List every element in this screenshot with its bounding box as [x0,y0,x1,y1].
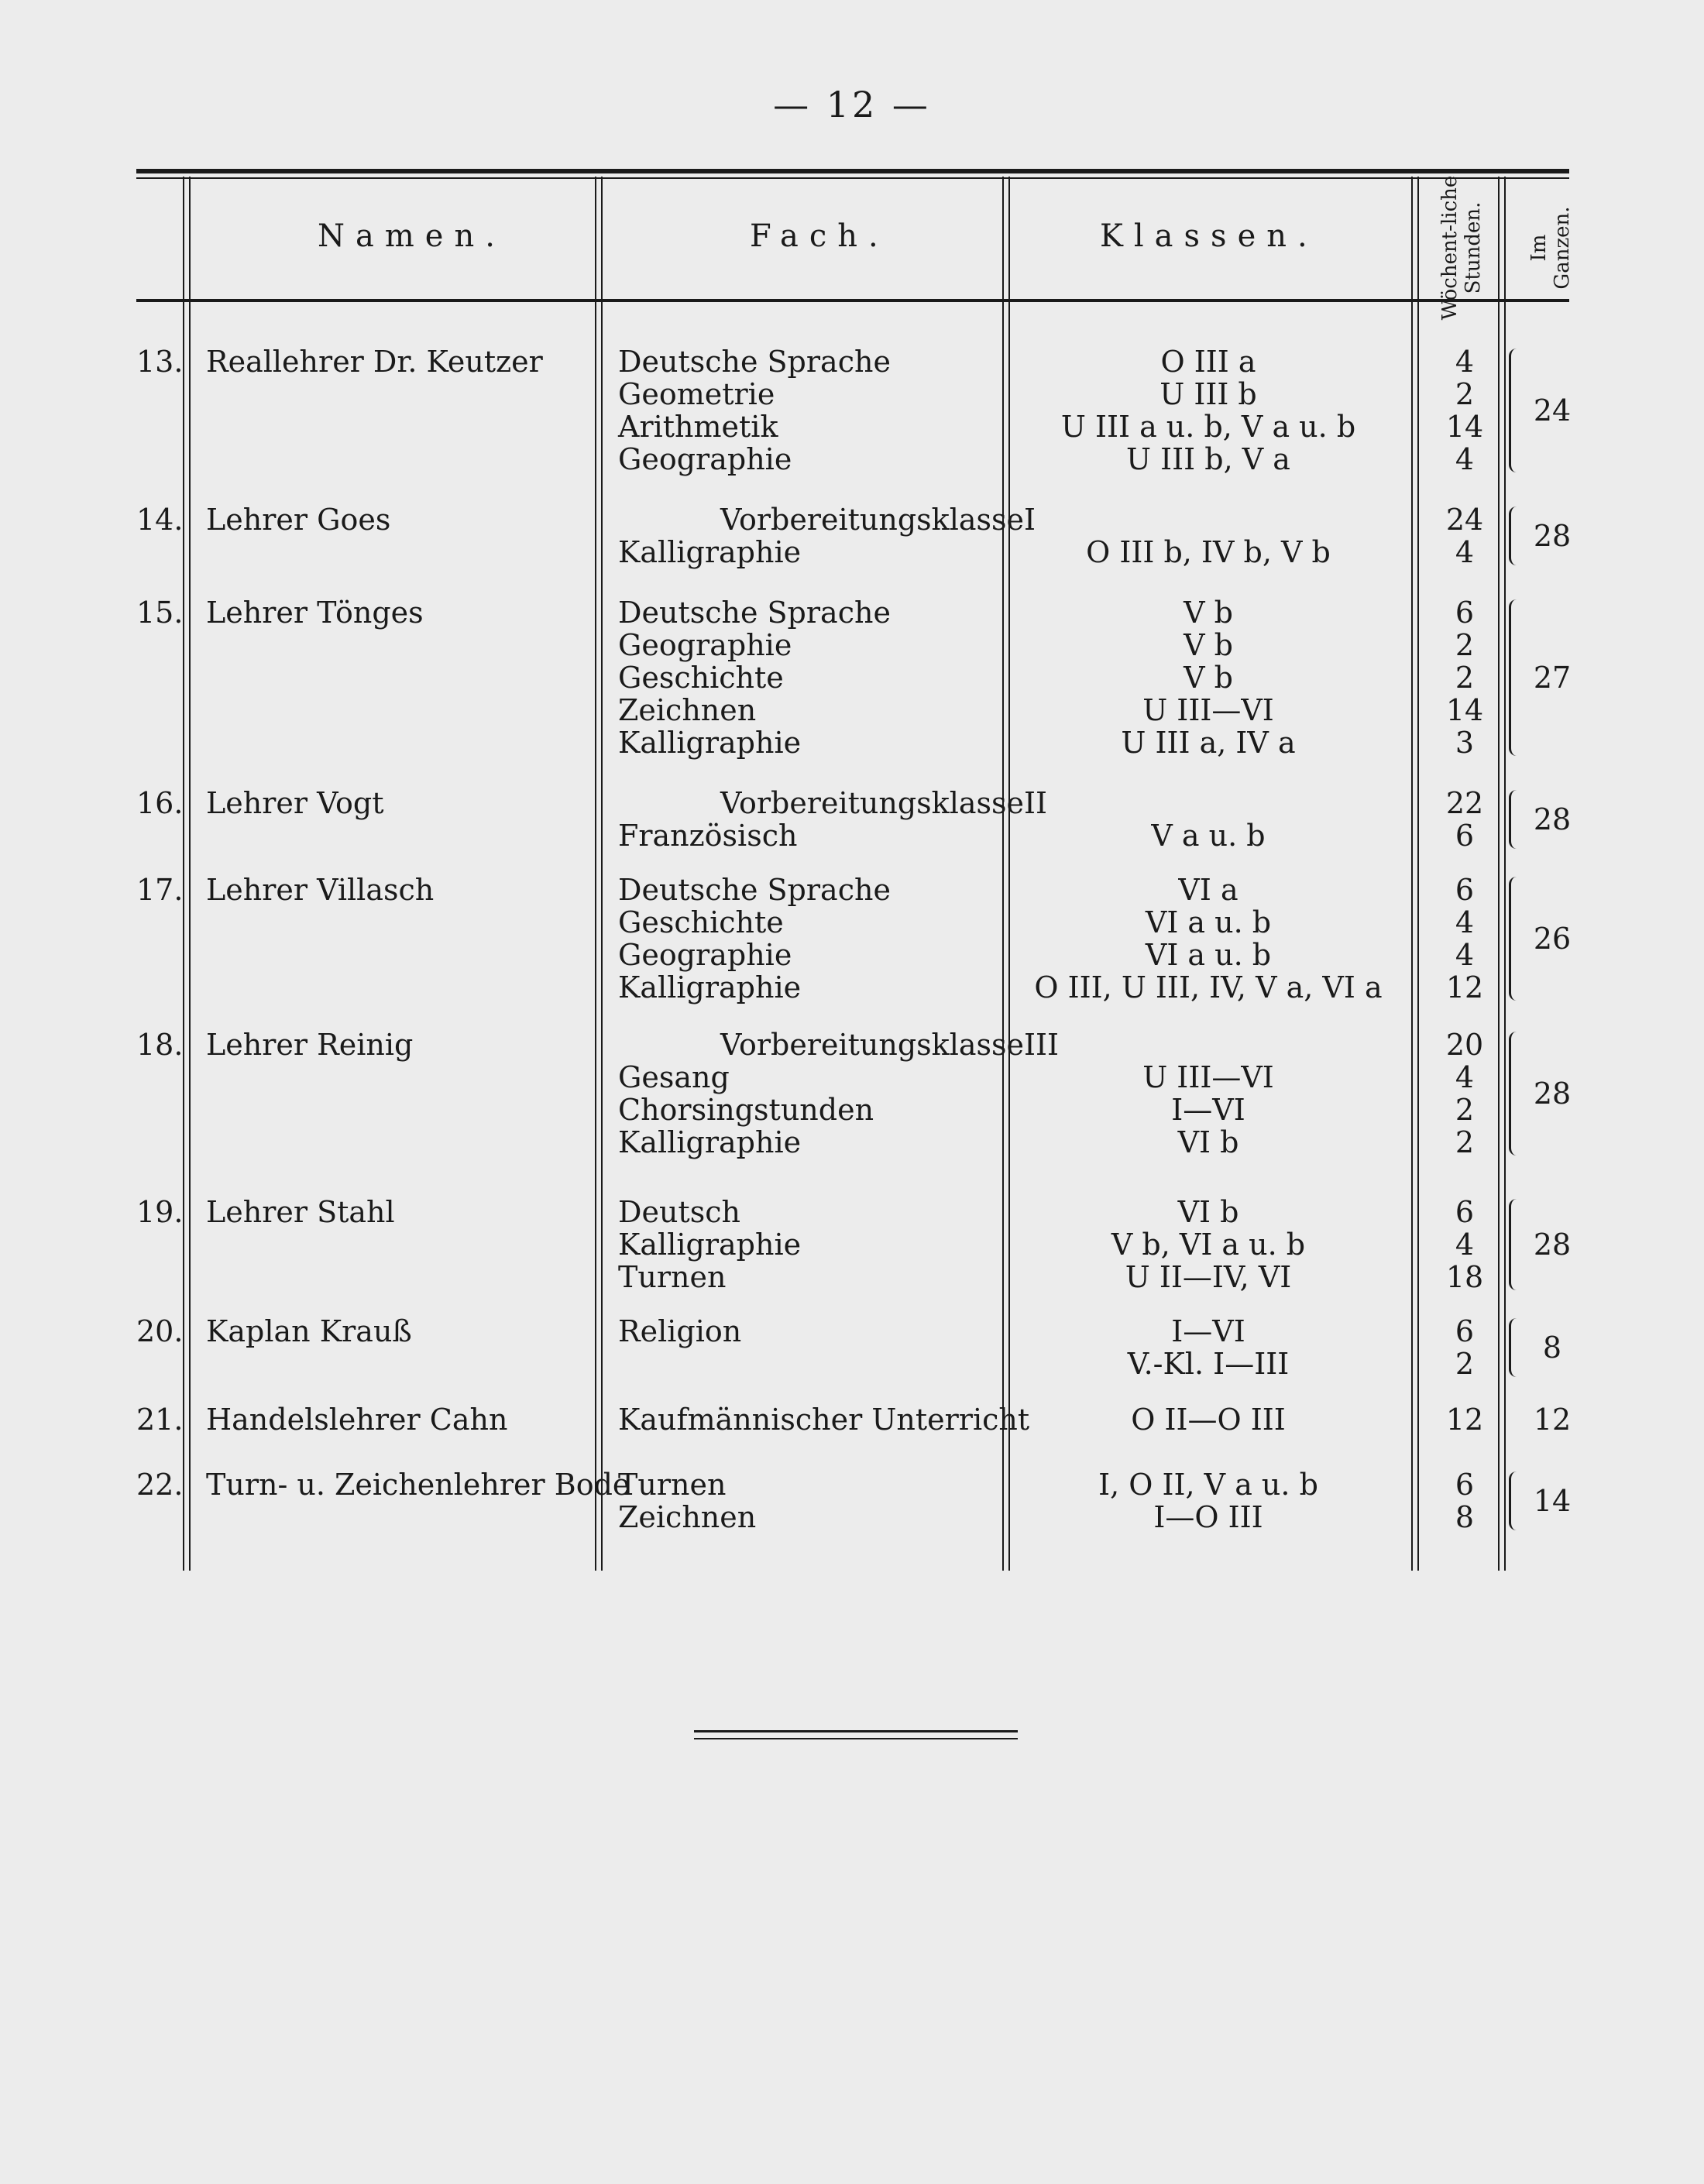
hours-cell: 14 [1445,693,1484,727]
class-cell: I—VI [1171,1093,1245,1127]
hours-cell: 4 [1455,442,1475,476]
teacher-number: 18. [136,1028,184,1062]
total-hours-cell: 12 [1533,1403,1572,1437]
teacher-number: 22. [136,1468,184,1502]
subject-cell: Geographie [618,938,792,972]
hours-cell: 14 [1445,410,1484,444]
subject-cell: Zeichnen [618,693,757,727]
brace [1509,349,1525,472]
total-hours-cell: 27 [1533,661,1572,695]
hours-cell: 6 [1455,1314,1475,1348]
hours-cell: 2 [1455,661,1475,695]
total-hours-cell: 26 [1533,922,1572,956]
subject-cell: Geographie [618,628,792,662]
prep-class-subject: Vorbereitungsklasse [720,786,1024,820]
total-hours-cell: 28 [1533,519,1572,553]
class-cell: U III b, V a [1126,442,1290,476]
subject-cell: Turnen [618,1260,727,1294]
class-cell: I—VI [1171,1314,1245,1348]
class-cell: VI b [1177,1125,1239,1159]
teacher-number: 15. [136,596,184,630]
teacher-name: Lehrer Stahl [206,1195,395,1229]
subject-cell: Geometrie [618,377,775,411]
hours-cell: 6 [1455,596,1475,630]
class-cell: O III, U III, IV, V a, VI a [1034,970,1383,1004]
prep-class-subject: Vorbereitungsklasse [720,503,1024,537]
brace [1509,599,1525,756]
header-names: Namen. [318,218,506,254]
teacher-name: Turn- u. Zeichenlehrer Bode [206,1468,630,1502]
subject-cell: Gesang [618,1060,730,1094]
class-cell: I, O II, V a u. b [1098,1468,1318,1502]
class-cell: I [1024,503,1036,537]
total-hours-cell: 24 [1533,393,1572,428]
hours-cell: 4 [1455,345,1475,379]
brace [1509,790,1525,849]
top-rule-thick [136,169,1569,173]
subject-cell: Geschichte [618,905,784,939]
header-total: Im Ganzen. [1527,206,1574,290]
subject-cell: Kalligraphie [618,1228,802,1262]
hours-cell: 4 [1455,938,1475,972]
header-weekly-hours: Wöchent-liche Stunden. [1438,175,1485,321]
hours-cell: 8 [1455,1500,1475,1534]
subject-cell: Deutsche Sprache [618,873,891,907]
brace [1509,1471,1525,1530]
brace [1509,1032,1525,1156]
hours-cell: 6 [1455,1195,1475,1229]
hours-cell: 2 [1455,377,1475,411]
hours-cell: 12 [1445,970,1484,1004]
subject-cell: Deutsch [618,1195,740,1229]
class-cell: V a u. b [1151,819,1266,853]
class-cell: V b, VI a u. b [1111,1228,1306,1262]
column-line [601,177,603,1571]
subject-cell: Chorsingstunden [618,1093,874,1127]
class-cell: VI b [1177,1195,1239,1229]
closing-rule [694,1738,1018,1739]
class-cell: U III—VI [1142,693,1274,727]
hours-cell: 20 [1445,1028,1484,1062]
teacher-number: 16. [136,786,184,820]
hours-cell: 18 [1445,1260,1484,1294]
class-cell: III [1024,1028,1060,1062]
class-cell: U II—IV, VI [1125,1260,1292,1294]
hours-cell: 6 [1455,819,1475,853]
teacher-number: 21. [136,1403,184,1437]
hours-cell: 6 [1455,1468,1475,1502]
brace [1509,1199,1525,1290]
total-hours-cell: 28 [1533,1228,1572,1262]
hours-cell: 24 [1445,503,1484,537]
class-cell: VI a u. b [1145,938,1272,972]
class-cell: V b [1184,661,1233,695]
subject-cell: Turnen [618,1468,727,1502]
teacher-name: Lehrer Goes [206,503,391,537]
class-cell: V b [1184,596,1233,630]
brace [1509,877,1525,1001]
column-line [1002,177,1004,1571]
hours-cell: 4 [1455,905,1475,939]
column-line [595,177,596,1571]
closing-rule [694,1730,1018,1732]
hours-cell: 12 [1445,1403,1484,1437]
class-cell: V.-Kl. I—III [1127,1347,1290,1381]
hours-cell: 2 [1455,1125,1475,1159]
prep-class-subject: Vorbereitungsklasse [720,1028,1024,1062]
teacher-number: 19. [136,1195,184,1229]
header-classes: Klassen. [1100,218,1318,254]
column-line [183,177,184,1571]
subject-cell: Kalligraphie [618,970,802,1004]
subject-cell: Arithmetik [618,410,778,444]
subject-cell: Geographie [618,442,792,476]
hours-cell: 4 [1455,1228,1475,1262]
class-cell: VI a [1178,873,1238,907]
page-number: — 12 — [773,84,931,125]
class-cell: I—O III [1153,1500,1263,1534]
total-hours-cell: 14 [1533,1484,1572,1518]
total-hours-cell: 8 [1542,1331,1562,1365]
total-hours-cell: 28 [1533,802,1572,836]
column-line [1417,177,1419,1571]
brace [1509,507,1525,565]
top-rule-thin [136,177,1569,179]
class-cell: O II—O III [1131,1403,1286,1437]
teacher-name: Lehrer Vogt [206,786,384,820]
teacher-name: Kaplan Krauß [206,1314,412,1348]
class-cell: V b [1184,628,1233,662]
subject-cell: Geschichte [618,661,784,695]
column-line [189,177,191,1571]
subject-cell: Kaufmännischer Unterricht [618,1403,1030,1437]
hours-cell: 3 [1455,726,1475,760]
subject-cell: Französisch [618,819,798,853]
teacher-name: Lehrer Tönges [206,596,424,630]
class-cell: O III b, IV b, V b [1086,535,1331,569]
teacher-name: Reallehrer Dr. Keutzer [206,345,543,379]
class-cell: VI a u. b [1145,905,1272,939]
teacher-number: 14. [136,503,184,537]
class-cell: II [1024,786,1048,820]
hours-cell: 4 [1455,535,1475,569]
teacher-name: Handelslehrer Cahn [206,1403,508,1437]
hours-cell: 2 [1455,1093,1475,1127]
subject-cell: Kalligraphie [618,535,802,569]
total-hours-cell: 28 [1533,1077,1572,1111]
header-rule [136,299,1569,302]
teacher-number: 13. [136,345,184,379]
class-cell: U III a, IV a [1121,726,1296,760]
header-subject: Fach. [750,218,889,254]
hours-cell: 2 [1455,1347,1475,1381]
hours-cell: 2 [1455,628,1475,662]
class-cell: O III a [1160,345,1256,379]
subject-cell: Deutsche Sprache [618,345,891,379]
hours-cell: 6 [1455,873,1475,907]
teacher-name: Lehrer Villasch [206,873,435,907]
hours-cell: 22 [1445,786,1484,820]
subject-cell: Kalligraphie [618,726,802,760]
teacher-name: Lehrer Reinig [206,1028,414,1062]
teacher-number: 17. [136,873,184,907]
class-cell: U III b [1159,377,1257,411]
subject-cell: Kalligraphie [618,1125,802,1159]
hours-cell: 4 [1455,1060,1475,1094]
subject-cell: Zeichnen [618,1500,757,1534]
column-line [1411,177,1413,1571]
class-cell: U III—VI [1142,1060,1274,1094]
subject-cell: Religion [618,1314,742,1348]
subject-cell: Deutsche Sprache [618,596,891,630]
class-cell: U III a u. b, V a u. b [1060,410,1356,444]
teacher-number: 20. [136,1314,184,1348]
brace [1509,1318,1525,1377]
